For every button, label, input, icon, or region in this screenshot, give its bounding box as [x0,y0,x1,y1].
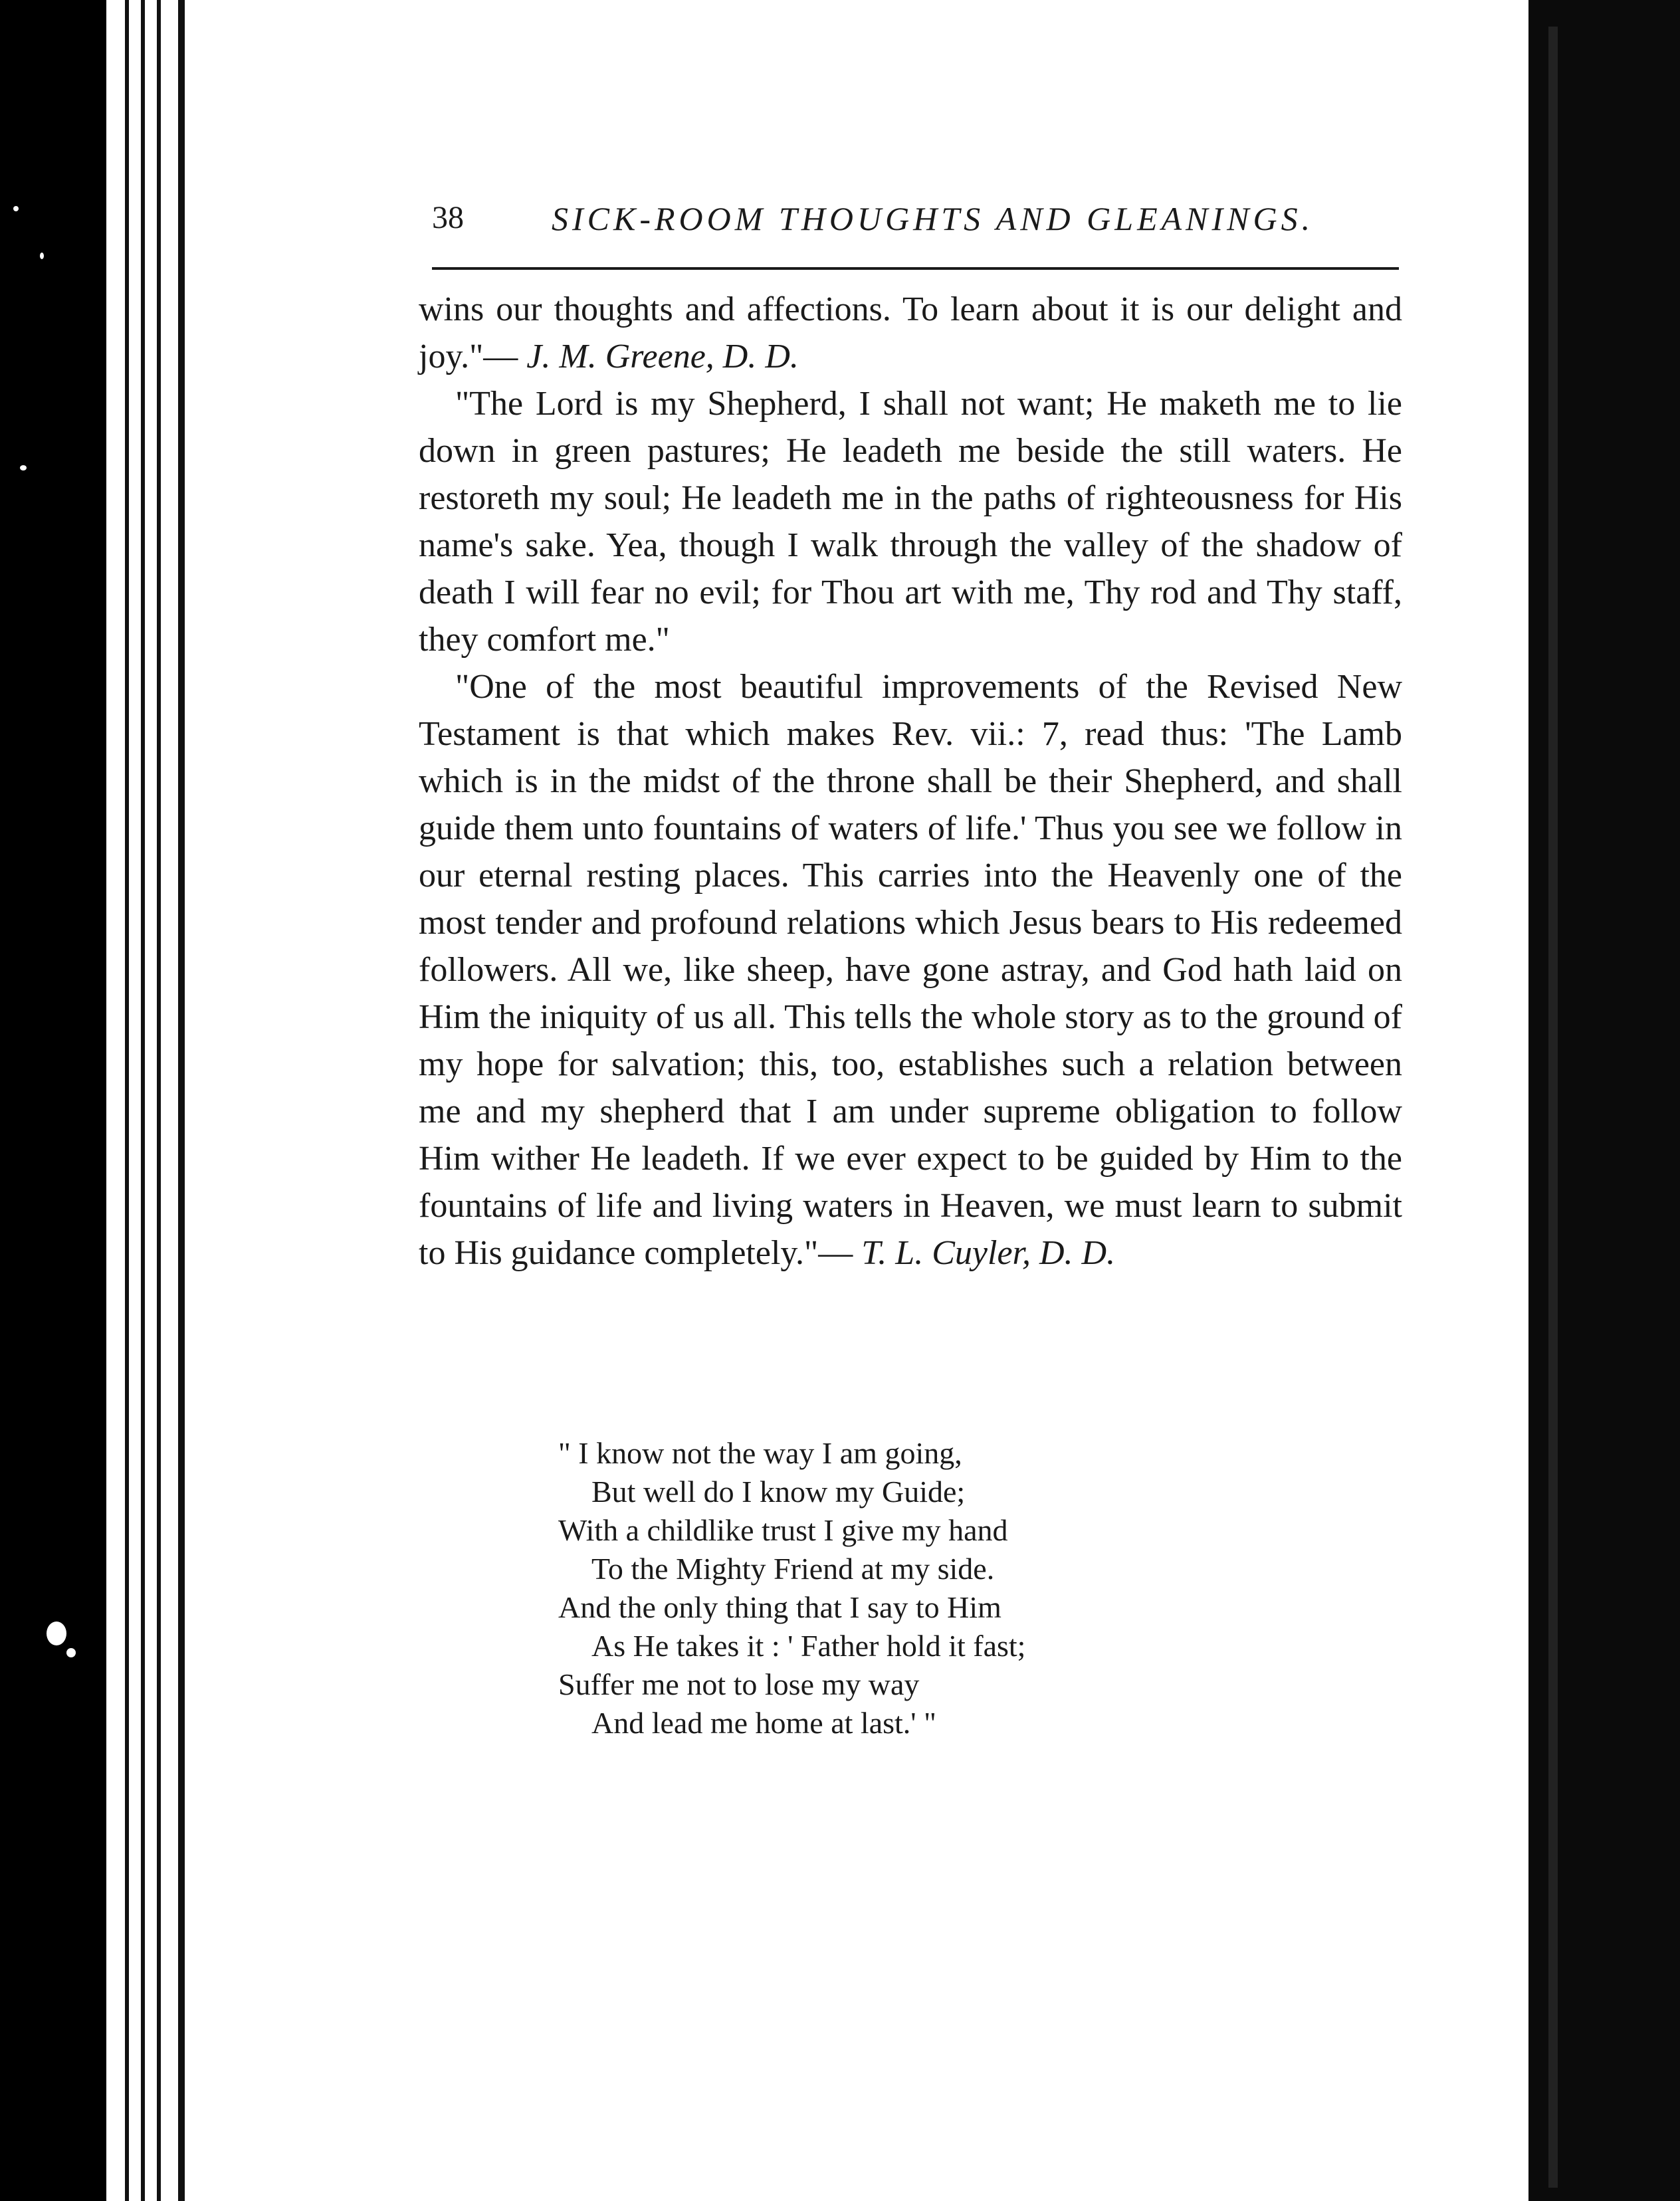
paragraph [419,663,1402,1277]
page-edge [157,0,161,2201]
poem-line: But well do I know my Guide; [591,1475,966,1509]
poem-line: With a childlike trust I give my hand [558,1513,1008,1547]
scan-speck [20,465,27,471]
poem-line: " I know not the way I am going, [558,1436,962,1470]
attribution: J. M. Greene, D. D. [526,338,799,375]
header-rule [432,267,1399,270]
poem [558,1434,1223,1742]
paragraph: "The Lord is my Shepherd, I shall not want; He maketh me to lie down in green pastures; He leadeth me beside the still waters. He restoreth my soul; He leadeth me in the paths of righteousness for His name's sake. Yea, though I walk through the valley of the shadow of death I will fear no evil; for Thou art with me, Thy rod and Thy staff, they comfort me." [419,385,1402,659]
body-text [419,286,1402,1277]
running-head [432,193,1402,246]
right-binding-margin [1528,0,1680,2201]
binding-band [1548,27,1558,2188]
scan-speck [40,253,44,259]
poem-line: To the Mighty Friend at my side. [591,1552,995,1586]
paragraph-text: "One of the most beautiful improvements of the Revised New Testament is that which makes Rev. vii.: 7, read thus: 'The Lamb which is in the midst of the throne shall be their Shepherd, and shall guide them unto fountains of waters of life.' Thus you see we follow in our eternal resting places. This carries into the Heavenly one of the most tender and profound relations which Jesus bears to His redeemed followers. All we, like sheep, have gone astray, and God hath laid on Him the iniquity of us all. This tells the whole story as to the ground of my hope for salvation; this, too, establishes such a relation between me and my shepherd that I am under supreme obligation to follow Him wither He leadeth. If we ever expect to be guided by Him to the fountains of life and living waters in Heaven, we must learn to submit to His guidance completely."— [419,668,1402,1272]
scan-speck [66,1648,76,1657]
page-number: 38 [432,200,464,235]
poem-line: And the only thing that I say to Him [558,1590,1001,1624]
scan-speck [47,1622,66,1645]
page-stack-edges [106,0,206,2201]
poem-line: Suffer me not to lose my way [558,1667,920,1701]
attribution: T. L. Cuyler, D. D. [861,1234,1116,1272]
page-edge [141,0,145,2201]
page-edge [178,0,185,2201]
poem-line: As He takes it : ' Father hold it fast; [591,1629,1026,1663]
paragraph [419,286,1402,380]
poem-line: And lead me home at last.' " [591,1706,936,1740]
scan-speck [13,206,19,211]
running-title: SICK-ROOM THOUGHTS AND GLEANINGS. [552,200,1314,237]
paragraph-text: wins our thoughts and affections. To learn about it is our delight and joy."— [419,290,1402,375]
page-edge [125,0,129,2201]
